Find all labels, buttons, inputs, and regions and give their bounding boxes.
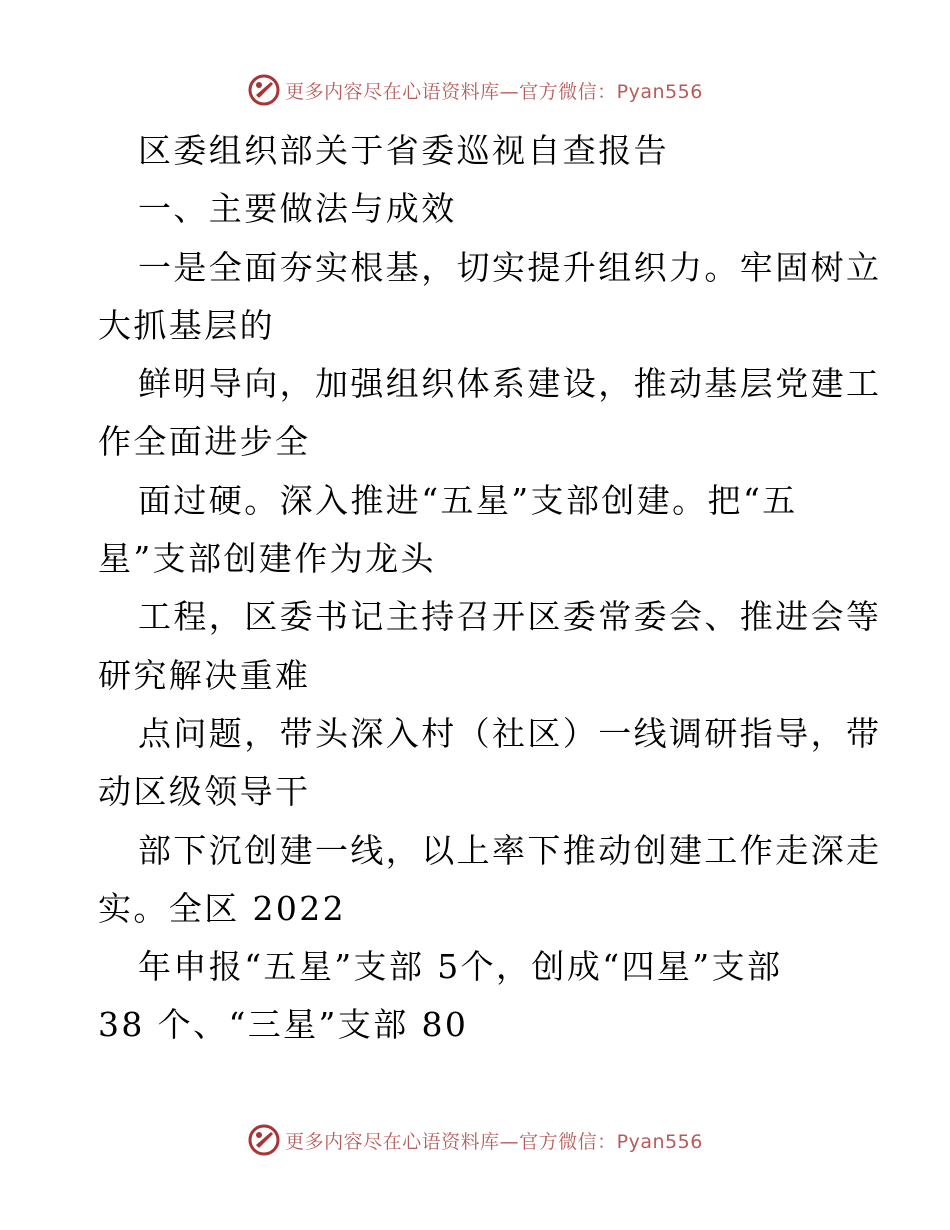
header-banner [0,70,950,110]
text-line: 区委组织部关于省委巡视自查报告 [138,131,669,170]
text-line: 38 个、“三星”支部 80 [98,1005,469,1045]
text-line: 作全面进步全 [98,422,311,462]
logo-icon [247,73,281,107]
text-line: 大抓基层的 [98,305,275,345]
text-line: 动区级领导干 [98,772,311,812]
text-line: 实。全区 2022 [98,888,347,928]
text-line: 点问题，带头深入村（社区）一线调研指导，带 [138,713,882,753]
text-line: 星”支部创建作为龙头 [98,539,436,579]
logo-icon [247,1123,281,1157]
text-line: 鲜明导向，加强组织体系建设，推动基层党建工 [138,364,882,404]
document-body [98,122,882,1055]
footer-banner [0,1120,950,1160]
text-line: 一、主要做法与成效 [138,189,457,229]
text-line: 面过硬。深入推进“五星”支部创建。把“五 [138,480,798,520]
text-line: 工程，区委书记主持召开区委常委会、推进会等 [138,597,882,637]
banner-text: 更多内容尽在心语资料库—官方微信：Pyan556 [285,1130,703,1153]
text-line: 研究解决重难 [98,655,311,695]
banner-text: 更多内容尽在心语资料库—官方微信：Pyan556 [285,80,703,103]
text-line: 部下沉创建一线，以上率下推动创建工作走深走 [138,830,882,870]
text-line: 年申报“五星”支部 5个，创成“四星”支部 [138,947,783,987]
text-line: 一是全面夯实根基，切实提升组织力。牢固树立 [138,247,882,287]
